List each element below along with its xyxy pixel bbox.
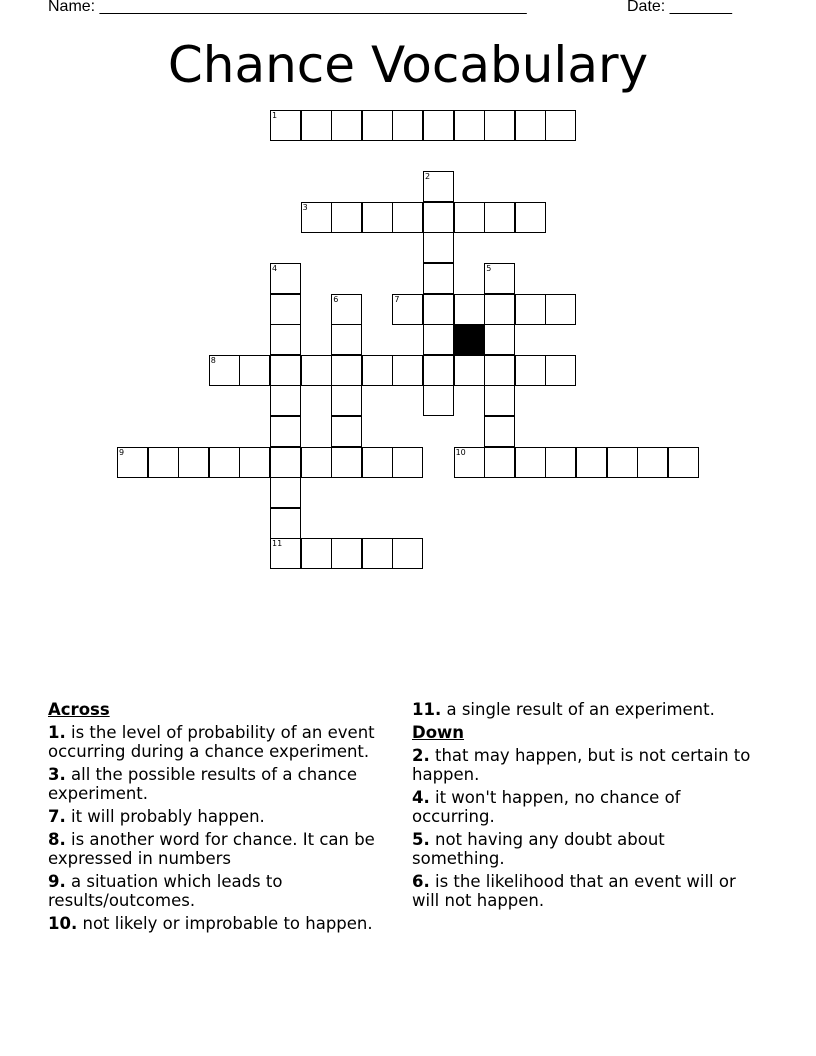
- grid-cell[interactable]: [607, 447, 638, 478]
- grid-cell[interactable]: [545, 447, 576, 478]
- clue-down-2: [412, 746, 762, 784]
- grid-cell[interactable]: [423, 202, 454, 233]
- cell-number: 2: [425, 172, 431, 182]
- clue-across-8: [48, 830, 398, 868]
- clue-text: a situation which leads to results/outcomes.: [48, 872, 283, 910]
- clue-number: 4.: [412, 788, 430, 807]
- grid-cell[interactable]: [668, 447, 699, 478]
- grid-cell[interactable]: [301, 538, 332, 569]
- clue-number: 7.: [48, 807, 66, 826]
- grid-cell[interactable]: [209, 447, 240, 478]
- grid-cell[interactable]: [515, 294, 546, 325]
- date-field-label: Date: _______: [627, 0, 732, 15]
- name-field-label: Name: ________________________________________________: [48, 0, 527, 15]
- grid-cell[interactable]: [270, 263, 301, 294]
- grid-cell[interactable]: [484, 294, 515, 325]
- grid-cell[interactable]: [454, 294, 485, 325]
- grid-cell[interactable]: [270, 477, 301, 508]
- cell-number: 5: [486, 264, 492, 273]
- grid-cell[interactable]: [331, 110, 362, 141]
- cell-number: 11: [272, 539, 283, 549]
- grid-cell[interactable]: [423, 171, 454, 202]
- grid-cell[interactable]: [515, 110, 546, 141]
- clue-number: 10.: [48, 914, 78, 933]
- grid-cell[interactable]: [331, 385, 362, 416]
- clues-right-column: [412, 700, 762, 914]
- grid-cell[interactable]: [270, 110, 301, 141]
- clue-number: 3.: [48, 765, 66, 784]
- clue-across-9: [48, 872, 398, 910]
- down-heading: Down: [412, 723, 465, 742]
- grid-cell[interactable]: [270, 294, 301, 325]
- clue-number: 8.: [48, 830, 66, 849]
- clue-text: a single result of an experiment.: [446, 700, 715, 719]
- grid-cell[interactable]: [392, 447, 423, 478]
- clue-text: not having any doubt about something.: [412, 830, 665, 868]
- grid-cell[interactable]: [454, 202, 485, 233]
- grid-cell[interactable]: [545, 294, 576, 325]
- clue-number: 5.: [412, 830, 430, 849]
- grid-cell[interactable]: [423, 232, 454, 263]
- grid-cell[interactable]: [392, 110, 423, 141]
- grid-cell[interactable]: [392, 538, 423, 569]
- grid-cell[interactable]: [239, 355, 270, 386]
- grid-cell[interactable]: [117, 447, 148, 478]
- grid-cell[interactable]: [392, 202, 423, 233]
- clue-text: that may happen, but is not certain to happen.: [412, 746, 751, 784]
- clue-down-5: [412, 830, 762, 868]
- grid-cell[interactable]: [423, 355, 454, 386]
- grid-cell[interactable]: [515, 447, 546, 478]
- grid-cell[interactable]: [484, 416, 515, 447]
- grid-cell[interactable]: [362, 447, 393, 478]
- black-square: [454, 324, 485, 355]
- page-title: Chance Vocabulary: [167, 36, 649, 94]
- grid-cell[interactable]: [270, 416, 301, 447]
- grid-cell[interactable]: [331, 324, 362, 355]
- grid-cell[interactable]: [545, 110, 576, 141]
- grid-cell[interactable]: [423, 385, 454, 416]
- grid-cell[interactable]: [392, 355, 423, 386]
- clue-number: 2.: [412, 746, 430, 765]
- clue-number: 9.: [48, 872, 66, 891]
- grid-cell[interactable]: [362, 355, 393, 386]
- grid-cell[interactable]: [239, 447, 270, 478]
- clue-text: is the level of probability of an event occurring during a chance experiment.: [48, 723, 375, 761]
- clue-text: it won't happen, no chance of occurring.: [412, 788, 681, 826]
- clues-left-column: [48, 700, 398, 937]
- grid-cell[interactable]: [270, 447, 301, 478]
- grid-cell[interactable]: [331, 355, 362, 386]
- grid-cell[interactable]: [331, 202, 362, 233]
- grid-cell[interactable]: [454, 110, 485, 141]
- cell-number: 8: [210, 355, 216, 365]
- clue-text: not likely or improbable to happen.: [82, 914, 373, 933]
- grid-cell[interactable]: [423, 263, 454, 294]
- clue-number: 6.: [412, 872, 430, 891]
- clue-number: 1.: [48, 723, 66, 742]
- clue-down-6: [412, 872, 762, 910]
- clue-text: it will probably happen.: [71, 807, 265, 826]
- clue-down-4: [412, 788, 762, 826]
- across-heading: Across: [48, 700, 110, 719]
- clue-text: is the likelihood that an event will or will not happen.: [412, 872, 736, 910]
- grid-cell[interactable]: [484, 447, 515, 478]
- grid-cell[interactable]: [515, 202, 546, 233]
- grid-cell[interactable]: [484, 202, 515, 233]
- grid-cell[interactable]: [331, 294, 362, 325]
- cell-number: 6: [333, 294, 339, 304]
- grid-cell[interactable]: [484, 110, 515, 141]
- cell-number: 7: [394, 294, 400, 304]
- clue-text: is another word for chance. It can be expressed in numbers: [48, 830, 375, 868]
- clue-across-3: [48, 765, 398, 803]
- grid-cell[interactable]: [301, 447, 332, 478]
- grid-cell[interactable]: [331, 416, 362, 447]
- grid-cell[interactable]: [209, 355, 240, 386]
- grid-cell[interactable]: [576, 447, 607, 478]
- grid-cell[interactable]: [331, 447, 362, 478]
- grid-cell[interactable]: [484, 385, 515, 416]
- grid-cell[interactable]: [423, 324, 454, 355]
- grid-cell[interactable]: [454, 355, 485, 386]
- grid-cell[interactable]: [515, 355, 546, 386]
- clue-across-11: [412, 700, 762, 719]
- cell-number: 3: [302, 202, 308, 212]
- grid-cell[interactable]: [423, 110, 454, 141]
- grid-cell[interactable]: [637, 447, 668, 478]
- grid-cell[interactable]: [270, 508, 301, 539]
- grid-cell[interactable]: [362, 202, 393, 233]
- grid-cell[interactable]: [484, 263, 515, 294]
- grid-cell[interactable]: [484, 355, 515, 386]
- grid-cell[interactable]: [301, 110, 332, 141]
- cell-number: 10: [455, 447, 466, 457]
- grid-cell[interactable]: [423, 294, 454, 325]
- grid-cell[interactable]: [454, 447, 485, 478]
- grid-cell[interactable]: [148, 447, 179, 478]
- clue-across-10: [48, 914, 398, 933]
- clue-across-7: [48, 807, 398, 826]
- grid-cell[interactable]: [331, 538, 362, 569]
- grid-cell[interactable]: [270, 538, 301, 569]
- grid-cell[interactable]: [301, 202, 332, 233]
- grid-cell[interactable]: [270, 324, 301, 355]
- grid-cell[interactable]: [362, 110, 393, 141]
- grid-cell[interactable]: [545, 355, 576, 386]
- grid-cell[interactable]: [484, 324, 515, 355]
- grid-cell[interactable]: [301, 355, 332, 386]
- grid-cell[interactable]: [362, 538, 393, 569]
- cell-number: 9: [119, 447, 125, 457]
- clue-across-1: [48, 723, 398, 761]
- clue-number: 11.: [412, 700, 442, 719]
- cell-number: 4: [272, 264, 278, 273]
- clue-text: all the possible results of a chance experiment.: [48, 765, 357, 803]
- grid-cell[interactable]: [270, 385, 301, 416]
- cell-number: 1: [272, 111, 278, 120]
- grid-cell[interactable]: [270, 355, 301, 386]
- grid-cell[interactable]: [392, 294, 423, 325]
- grid-cell[interactable]: [178, 447, 209, 478]
